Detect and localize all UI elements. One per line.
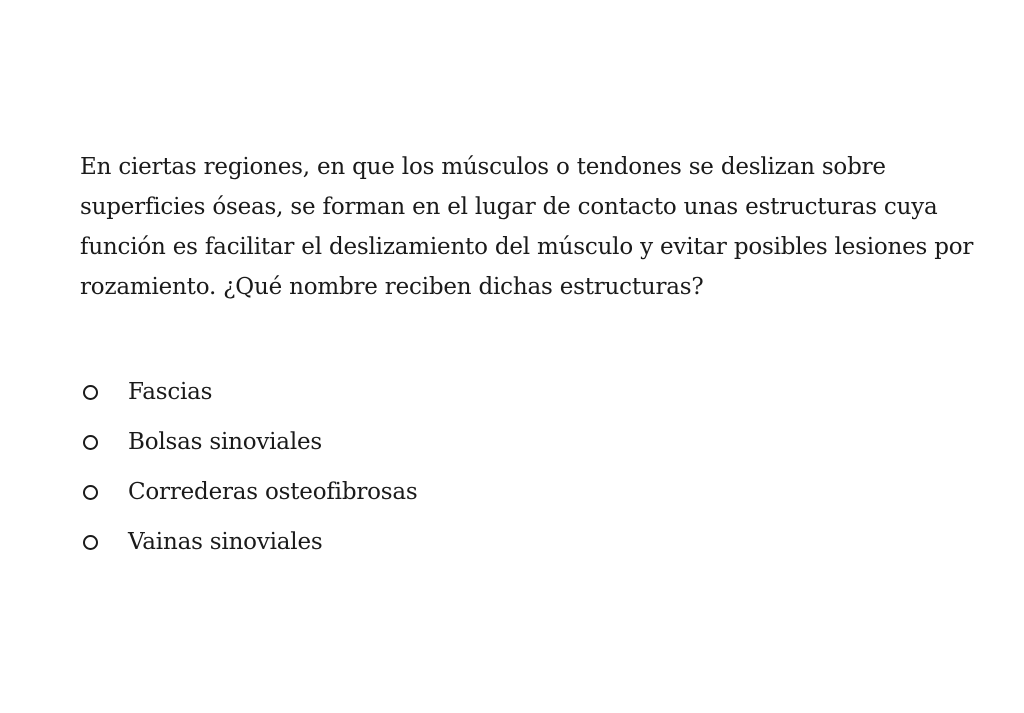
option-label: Bolsas sinoviales [128, 429, 322, 455]
question-line-4: rozamiento. ¿Qué nombre reciben dichas estructuras? [80, 274, 704, 300]
radio-unselected-icon[interactable] [83, 435, 98, 450]
option-fascias[interactable] [80, 367, 960, 417]
option-label: Vainas sinoviales [128, 529, 323, 555]
answer-options [80, 367, 960, 567]
option-vainas-sinoviales[interactable] [80, 517, 960, 567]
option-label: Correderas osteofibrosas [128, 479, 418, 505]
radio-unselected-icon[interactable] [83, 535, 98, 550]
question-line-1: En ciertas regiones, en que los músculos o tendones se deslizan sobre [80, 154, 886, 180]
question-text [80, 147, 974, 307]
option-correderas-osteofibrosas[interactable] [80, 467, 960, 517]
radio-unselected-icon[interactable] [83, 485, 98, 500]
option-label: Fascias [128, 379, 213, 405]
option-bolsas-sinoviales[interactable] [80, 417, 960, 467]
radio-unselected-icon[interactable] [83, 385, 98, 400]
question-line-3: función es facilitar el deslizamiento del músculo y evitar posibles lesiones por [80, 234, 974, 260]
question-line-2: superficies óseas, se forman en el lugar de contacto unas estructuras cuya [80, 194, 938, 220]
